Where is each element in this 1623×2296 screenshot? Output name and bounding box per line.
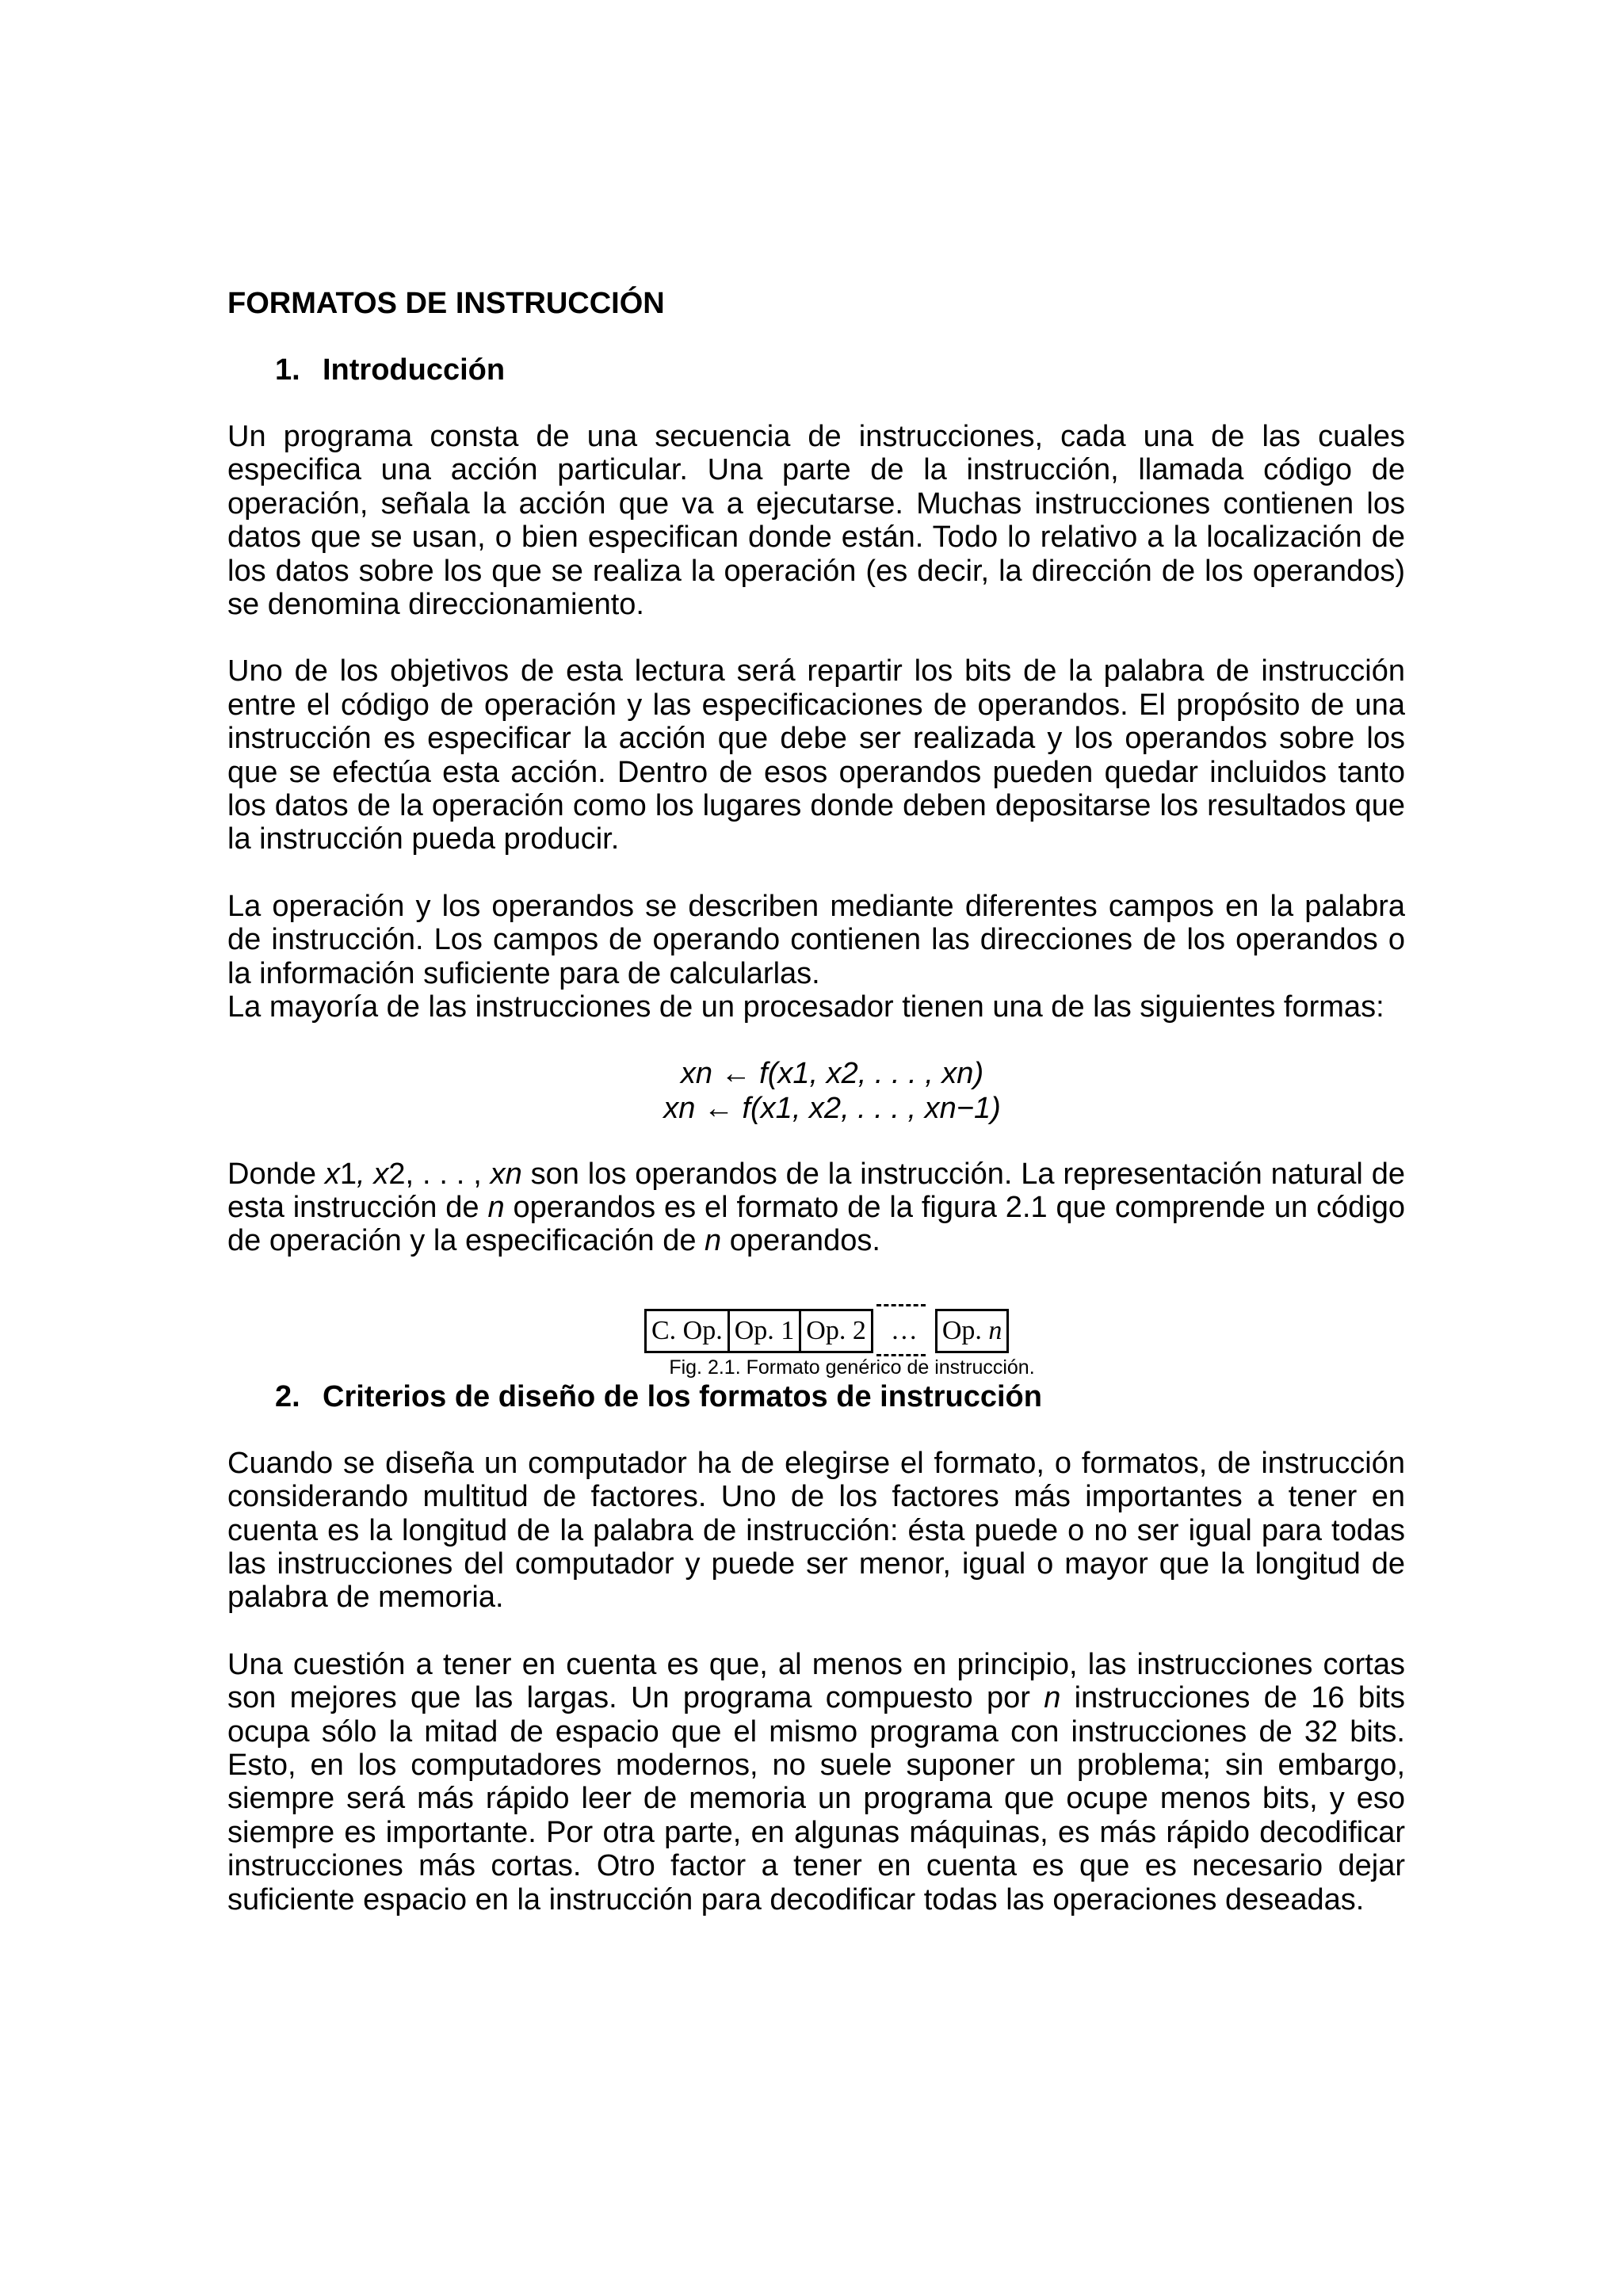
section-title: Criterios de diseño de los formatos de instrucción xyxy=(323,1379,1042,1413)
instruction-format-diagram xyxy=(644,1309,1009,1353)
field-operand-2: Op. 2 xyxy=(801,1309,873,1353)
document-page xyxy=(227,285,1405,1917)
section-number: 1. xyxy=(275,353,300,387)
section-number: 2. xyxy=(275,1379,300,1413)
equation: xn ← f(x1, x2, . . . , xn) xyxy=(680,1056,984,1090)
field-ellipsis: … xyxy=(873,1309,935,1353)
paragraph: Donde x1, x2, . . . , xn son los operandos de la instrucción. La representación natural de esta instrucción de n operandos es el formato de la figura 2.1 que comprende un código de operación y la especificación de n operandos. xyxy=(227,1157,1405,1258)
field-opcode: C. Op. xyxy=(644,1309,730,1353)
paragraph: Uno de los objetivos de esta lectura será repartir los bits de la palabra de instrucción entre el código de operación y las especificaciones de operandos. El propósito de una instrucción es especificar la acción que debe ser realizada y los operandos sobre los que se efectúa esta acción. Dentro de esos operandos pueden quedar incluidos tanto los datos de la operación como los lugares donde deben depositarse los resultados que la instrucción pueda producir. xyxy=(227,654,1405,856)
section-heading-criterios xyxy=(227,1379,1405,1415)
section-heading-introduccion xyxy=(227,352,1405,388)
paragraph: Cuando se diseña un computador ha de elegirse el formato, o formatos, de instrucción considerando multitud de factores. Uno de los factores más importantes a tener en cuenta es la longitud de la palabra de instrucción: ésta puede o no ser igual para todas las instrucciones del computador y puede ser menor, igual o mayor que la longitud de palabra de memoria. xyxy=(227,1446,1405,1615)
document-title: FORMATOS DE INSTRUCCIÓN xyxy=(227,287,665,320)
equations xyxy=(227,1056,1405,1126)
section-title: Introducción xyxy=(323,353,506,387)
figure-instruction-format xyxy=(644,1295,1045,1379)
equation: xn ← f(x1, x2, . . . , xn−1) xyxy=(663,1091,1001,1125)
paragraph: La operación y los operandos se describen mediante diferentes campos en la palabra de instrucción. Los campos de operando contienen las direcciones de los operandos o la información suficiente para de calcularlas. xyxy=(227,889,1405,990)
paragraph: La mayoría de las instrucciones de un procesador tienen una de las siguientes formas: xyxy=(227,990,1384,1024)
paragraph: Un programa consta de una secuencia de instrucciones, cada una de las cuales especifica una acción particular. Una parte de la instrucción, llamada código de operación, señala la acción que va a ejecutarse. Muchas instrucciones contienen los datos que se usan, o bien especifican donde están. Todo lo relativo a la localización de los datos sobre los que se realiza la operación (es decir, la dirección de los operandos) se denomina direccionamiento. xyxy=(227,420,1405,622)
field-operand-1: Op. 1 xyxy=(730,1309,802,1353)
paragraph: Una cuestión a tener en cuenta es que, al menos en principio, las instrucciones cortas son mejores que las largas. Un programa compuesto por n instrucciones de 16 bits ocupa sólo la mitad de espacio que el mismo programa con instrucciones de 32 bits. Esto, en los computadores modernos, no suele suponer un problema; sin embargo, siempre será más rápido leer de memoria un programa que ocupe menos bits, y eso siempre es importante. Por otra parte, en algunas máquinas, es más rápido decodificar instrucciones más cortas. Otro factor a tener en cuenta es que es necesario dejar suficiente espacio en la instrucción para decodificar todas las operaciones deseadas. xyxy=(227,1647,1405,1917)
figure-caption: Fig. 2.1. Formato genérico de instrucción. xyxy=(669,1356,1035,1379)
field-operand-n: Op. n xyxy=(935,1309,1010,1353)
